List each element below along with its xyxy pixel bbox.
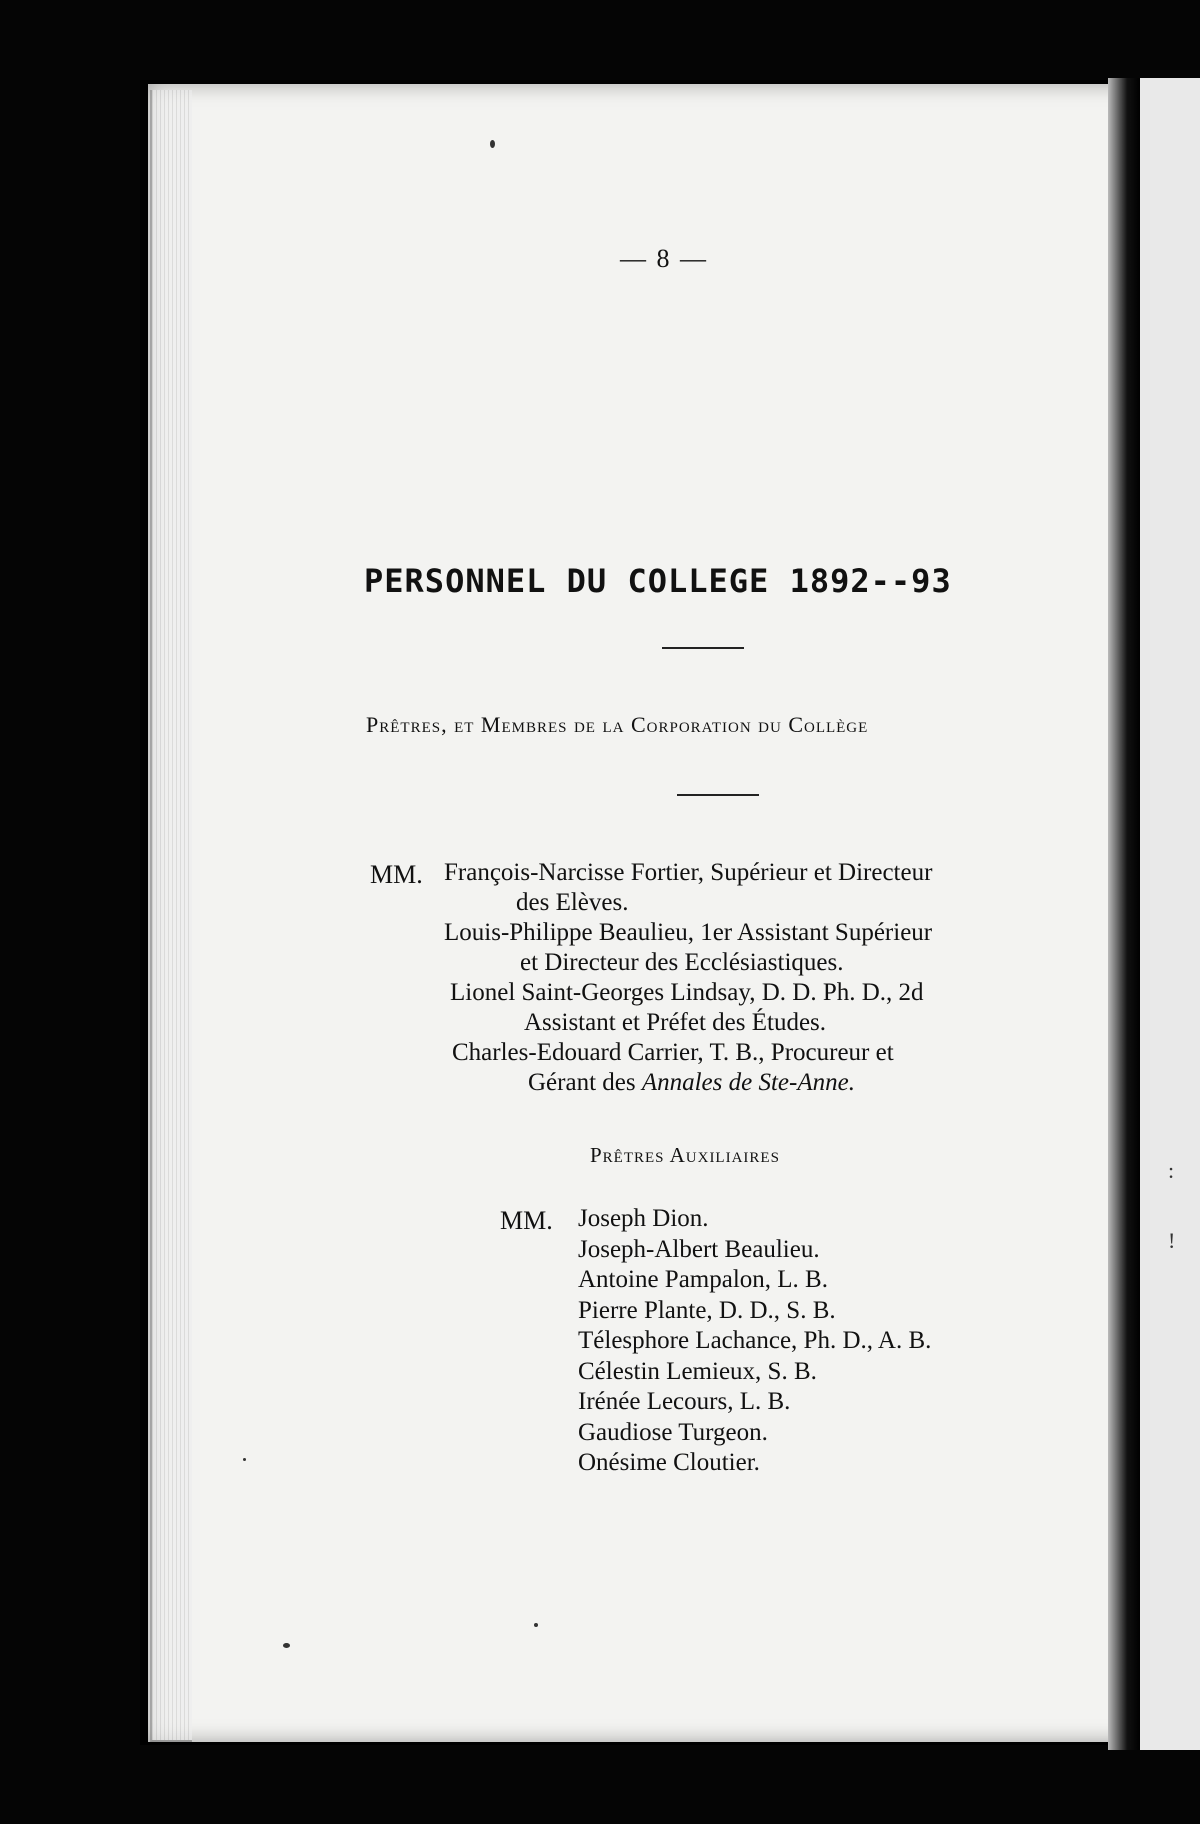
list-item: Pierre Plante, D. D., S. B. (578, 1296, 836, 1324)
divider-rule (677, 794, 759, 796)
name-list (578, 1204, 931, 1479)
list-item: Louis-Philippe Beaulieu, 1er Assistant Supérieur et Directeur des Ecclésiastiques. (444, 919, 933, 976)
scan-speck (243, 1458, 246, 1461)
list-item: François-Narcisse Fortier, Supérieur et Directeur des Elèves. (444, 859, 933, 916)
list-item: Célestin Lemieux, S. B. (578, 1357, 817, 1385)
list-item: Charles-Edouard Carrier, T. B., Procureur et Gérant des Annales de Ste-Anne. (452, 1039, 894, 1096)
list-item: Lionel Saint-Georges Lindsay, D. D. Ph. D., 2d Assistant et Préfet des Études. (450, 979, 924, 1036)
mm-prefix: MM. (500, 1206, 553, 1235)
section-subtitle: Prêtres, et Membres de la Corporation du Collège (366, 712, 869, 737)
divider-rule (662, 647, 744, 649)
list-item: Télesphore Lachance, Ph. D., A. B. (578, 1327, 932, 1354)
list-item: Joseph Dion. (578, 1205, 709, 1232)
mm-prefix: MM. (370, 860, 423, 889)
scan-speck (534, 1623, 538, 1627)
scan-speck (490, 140, 495, 148)
scan-speck (283, 1643, 290, 1648)
section-heading: Prêtres Auxiliaires (590, 1143, 780, 1167)
page-number: — 8 — (620, 244, 708, 273)
list-item: Gaudiose Turgeon. (578, 1418, 768, 1446)
list-item: Onésime Cloutier. (578, 1449, 760, 1476)
list-item: Irénée Lecours, L. B. (578, 1388, 791, 1415)
list-item: Antoine Pampalon, L. B. (578, 1266, 828, 1293)
page-title: PERSONNEL DU COLLEGE 1892--93 (364, 562, 952, 600)
facing-page-edge: : ! (1140, 78, 1200, 1750)
list-item: Joseph-Albert Beaulieu. (578, 1235, 820, 1263)
